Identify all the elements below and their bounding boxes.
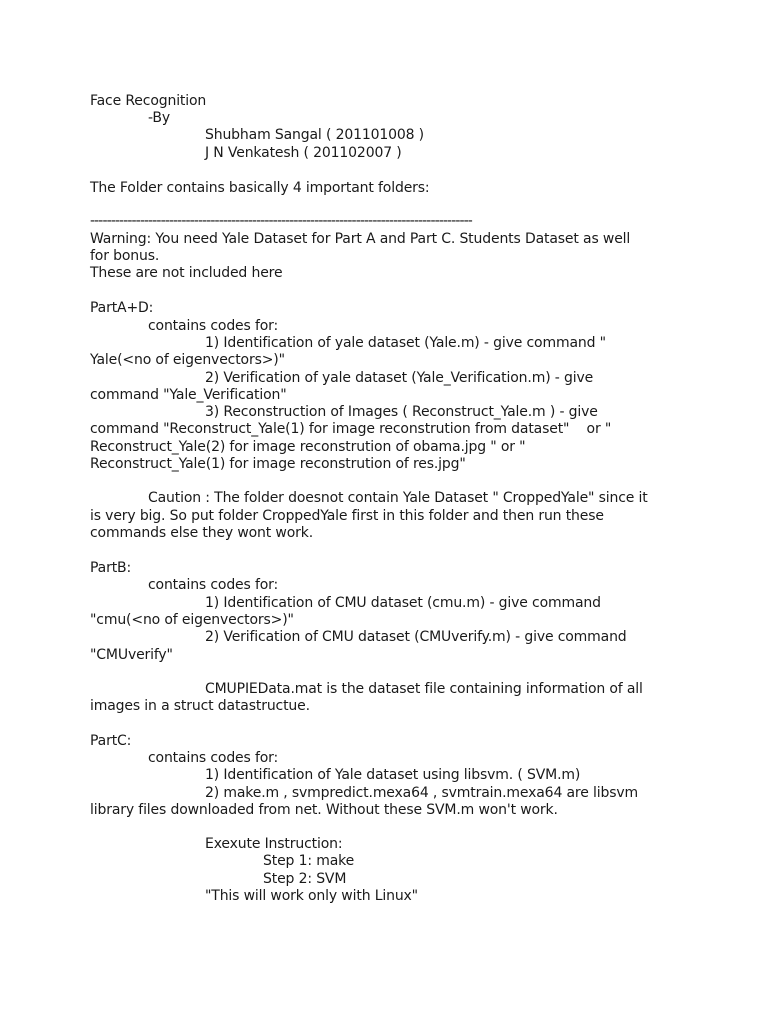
partB-note-line1: CMUPIEData.mat is the dataset file containing information of all: [205, 681, 643, 697]
author-1: Shubham Sangal ( 201101008 ): [205, 127, 424, 143]
partB-item1-line2: "cmu(<no of eigenvectors>)": [90, 612, 294, 628]
exec-step-2: Step 2: SVM: [263, 871, 347, 887]
partB-item1-line1: 1) Identification of CMU dataset (cmu.m) - give command: [205, 595, 601, 611]
partAD-contains: contains codes for:: [148, 318, 279, 334]
partAD-item1-line1: 1) Identification of yale dataset (Yale.m) - give command ": [205, 335, 606, 351]
linux-note: "This will work only with Linux": [205, 888, 418, 904]
byline: -By: [148, 110, 170, 126]
caution-line-3: commands else they wont work.: [90, 525, 313, 541]
partC-contains: contains codes for:: [148, 750, 279, 766]
partC-item1: 1) Identification of Yale dataset using libsvm. ( SVM.m): [205, 767, 581, 783]
caution-line-1: Caution : The folder doesnot contain Yale Dataset " CroppedYale" since it: [148, 490, 648, 506]
exec-step-1: Step 1: make: [263, 853, 355, 869]
partAD-item3-line2: command "Reconstruct_Yale(1) for image reconstrution from dataset" or ": [90, 421, 612, 437]
document-title: Face Recognition: [90, 93, 207, 109]
partC-heading: PartC:: [90, 733, 132, 749]
partC-item2-line1: 2) make.m , svmpredict.mexa64 , svmtrain.mexa64 are libsvm: [205, 785, 638, 801]
author-2: J N Venkatesh ( 201102007 ): [205, 145, 402, 161]
partAD-item2-line1: 2) Verification of yale dataset (Yale_Verification.m) - give: [205, 370, 594, 386]
caution-line-2: is very big. So put folder CroppedYale first in this folder and then run these: [90, 508, 604, 524]
warning-line-2: for bonus.: [90, 248, 160, 264]
partC-item2-line2: library files downloaded from net. Without these SVM.m won't work.: [90, 802, 558, 818]
partAD-item3-line4: Reconstruct_Yale(1) for image reconstrution of res.jpg": [90, 456, 466, 472]
warning-line-3: These are not included here: [90, 265, 283, 281]
partAD-item2-line2: command "Yale_Verification": [90, 387, 287, 403]
partB-note-line2: images in a struct datastructue.: [90, 698, 310, 714]
partB-contains: contains codes for:: [148, 577, 279, 593]
partB-item2-line2: "CMUverify": [90, 647, 173, 663]
partAD-item3-line1: 3) Reconstruction of Images ( Reconstruct_Yale.m ) - give: [205, 404, 598, 420]
intro-text: The Folder contains basically 4 important folders:: [90, 180, 430, 196]
exec-heading: Exexute Instruction:: [205, 836, 343, 852]
partAD-heading: PartA+D:: [90, 300, 154, 316]
partB-heading: PartB:: [90, 560, 132, 576]
partAD-item3-line3: Reconstruct_Yale(2) for image reconstrution of obama.jpg " or ": [90, 439, 526, 455]
warning-line-1: Warning: You need Yale Dataset for Part A and Part C. Students Dataset as well: [90, 231, 631, 247]
partAD-item1-line2: Yale(<no of eigenvectors>)": [90, 352, 285, 368]
separator-line: --------------------------------------------------------------------------------------------: [90, 213, 472, 229]
partB-item2-line1: 2) Verification of CMU dataset (CMUverify.m) - give command: [205, 629, 627, 645]
